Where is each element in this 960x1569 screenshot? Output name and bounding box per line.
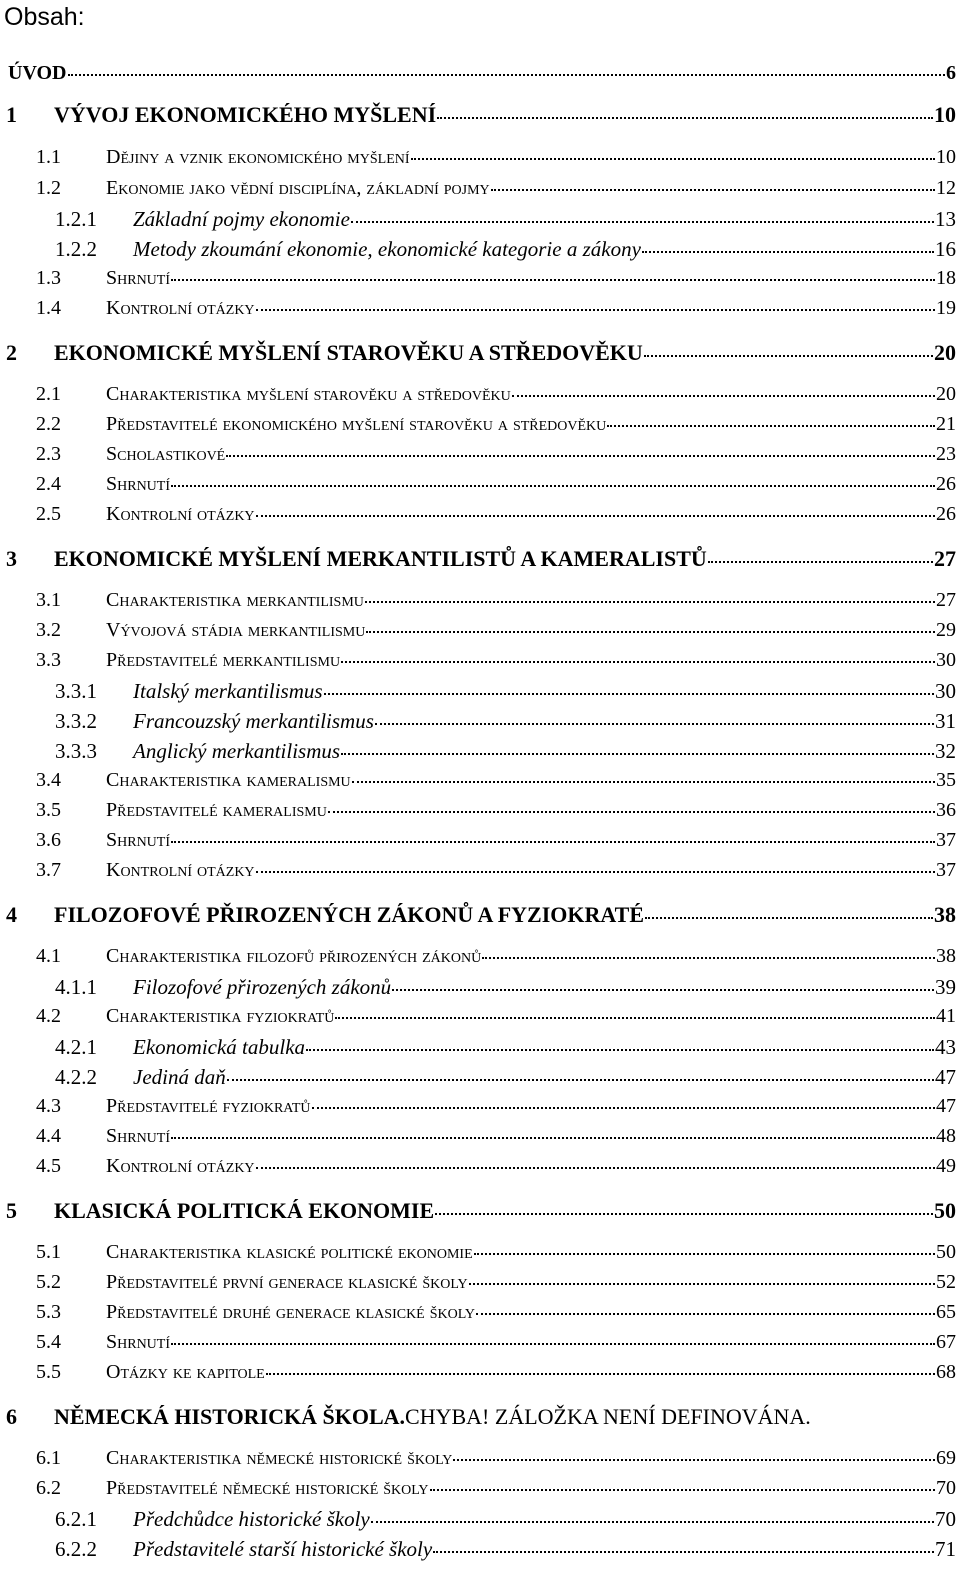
toc-entry-number: 1.2 (36, 177, 61, 199)
toc-entry-number: 4.2.1 (55, 1035, 97, 1059)
toc-entry-number: 2.2 (36, 413, 61, 435)
toc-entry-title: Shrnutí (106, 1331, 171, 1353)
toc-entry-number: 6 (6, 1404, 17, 1429)
dot-leader (352, 781, 935, 783)
toc-entry-number: 5.2 (36, 1271, 61, 1293)
toc-entry-page: 23 (936, 443, 956, 465)
toc-entry-title: Kontrolní otázky (106, 297, 255, 319)
toc-entry[interactable] (0, 975, 956, 1005)
toc-entry-page: 10 (936, 146, 956, 168)
toc-entry[interactable] (0, 1095, 956, 1125)
toc-entry-title: Jediná daň (133, 1065, 226, 1089)
toc-entry-title: KLASICKÁ POLITICKÁ EKONOMIE (54, 1198, 435, 1223)
toc-entry-title: Charakteristika fyziokratů (106, 1005, 335, 1027)
toc-entry-title: Představitelé ekonomického myšlení starověku a středověku (106, 413, 607, 435)
toc-entry-number: 2 (6, 340, 17, 365)
toc-entry-number: 1.2.2 (55, 237, 97, 261)
dot-leader (474, 1253, 935, 1255)
toc-entry-page: 37 (936, 859, 956, 881)
toc-entry-number: 5.5 (36, 1361, 61, 1383)
toc-entry-title: Představitelé druhé generace klasické školy (106, 1301, 475, 1323)
dot-leader (491, 189, 935, 191)
toc-title: Obsah: (4, 3, 85, 31)
toc-entry-number: 2.4 (36, 473, 61, 495)
toc-entry-number: 3 (6, 546, 17, 571)
toc-entry[interactable] (0, 146, 956, 176)
toc-entry[interactable] (0, 1271, 956, 1301)
toc-entry[interactable] (0, 799, 956, 829)
toc-entry-page: 32 (935, 739, 956, 763)
toc-entry-page: 70 (936, 1477, 956, 1499)
toc-entry-title: Představitelé starší historické školy (133, 1537, 433, 1561)
toc-entry-number: 4.2 (36, 1005, 61, 1027)
toc-entry-title: Představitelé německé historické školy (106, 1477, 429, 1499)
dot-leader (708, 561, 933, 563)
toc-entry[interactable] (0, 739, 956, 769)
toc-entry-title: Francouzský merkantilismus (133, 709, 374, 733)
toc-entry-title: Vývojová stádia merkantilismu (106, 619, 366, 641)
toc-entry-page: 21 (936, 413, 956, 435)
toc-entry-page: 38 (936, 945, 956, 967)
toc-entry-number: 3.3.3 (55, 739, 97, 763)
dot-leader (392, 989, 934, 991)
toc-entry-title: Charakteristika kameralismu (106, 769, 351, 791)
toc-entry[interactable] (0, 649, 956, 679)
toc-entry[interactable] (0, 619, 956, 649)
toc-entry-title: Ekonomická tabulka (133, 1035, 306, 1059)
toc-entry-title: Charakteristika myšlení starověku a středověku (106, 383, 511, 405)
toc-entry-page: 52 (936, 1271, 956, 1293)
toc-entry-page: 38 (934, 902, 956, 927)
dot-leader (437, 117, 933, 119)
toc-entry[interactable] (0, 1537, 956, 1567)
toc-entry-number: 3.2 (36, 619, 61, 641)
toc-entry-title: Ekonomie jako vědní disciplína, základní pojmy (106, 177, 490, 199)
toc-entry-page: 31 (935, 709, 956, 733)
toc-entry[interactable] (0, 902, 956, 932)
toc-entry[interactable] (0, 297, 956, 327)
dot-leader (312, 1107, 935, 1109)
toc-entry[interactable] (0, 473, 956, 503)
toc-entry-title: Scholastikové (106, 443, 226, 465)
toc-entry-page: 6 (946, 62, 956, 84)
dot-leader (411, 158, 935, 160)
toc-entry-title: VÝVOJ EKONOMICKÉHO MYŠLENÍ (54, 102, 437, 127)
toc-entry-number: 5 (6, 1198, 17, 1223)
toc-entry-title: Předchůdce historické školy (133, 1507, 370, 1531)
toc-entry[interactable] (0, 1125, 956, 1155)
toc-entry[interactable] (0, 267, 956, 297)
dot-leader (482, 957, 935, 959)
dot-leader (256, 515, 935, 517)
toc-entry-number: 3.5 (36, 799, 61, 821)
toc-entry-page: 41 (936, 1005, 956, 1027)
toc-entry-number: 6.1 (36, 1447, 61, 1469)
toc-entry[interactable] (0, 177, 956, 207)
dot-leader (266, 1373, 935, 1375)
toc-entry-page: 47 (936, 1095, 956, 1117)
dot-leader (306, 1049, 934, 1051)
toc-entry-title: FILOZOFOVÉ PŘIROZENÝCH ZÁKONŮ A FYZIOKRATÉ (54, 902, 644, 927)
toc-entry[interactable] (0, 859, 956, 889)
toc-entry[interactable] (0, 207, 956, 237)
dot-leader (68, 74, 946, 76)
dot-leader (171, 1137, 935, 1139)
toc-entry-page: 10 (934, 102, 956, 127)
dot-leader (328, 811, 935, 813)
dot-leader (435, 1213, 933, 1215)
toc-entry-error: CHYBA! ZÁLOŽKA NENÍ DEFINOVÁNA. (405, 1404, 811, 1429)
toc-entry-page: 70 (935, 1507, 956, 1531)
toc-entry[interactable] (0, 340, 956, 370)
toc-entry-title: Dějiny a vznik ekonomického myšlení (106, 146, 410, 168)
toc-entry-page: 30 (936, 649, 956, 671)
dot-leader (171, 841, 935, 843)
toc-entry[interactable] (0, 945, 956, 975)
toc-entry-number: 3.3.1 (55, 679, 97, 703)
toc-entry-title: Shrnutí (106, 473, 171, 495)
toc-entry-page: 65 (936, 1301, 956, 1323)
dot-leader (366, 631, 935, 633)
dot-leader (453, 1459, 935, 1461)
toc-entry-number: 4.3 (36, 1095, 61, 1117)
dot-leader (433, 1551, 934, 1553)
toc-entry-title: Představitelé fyziokratů (106, 1095, 311, 1117)
toc-entry-title: Kontrolní otázky (106, 859, 255, 881)
dot-leader (371, 1521, 934, 1523)
toc-entry-number: 4.2.2 (55, 1065, 97, 1089)
toc-entry-title: EKONOMICKÉ MYŠLENÍ MERKANTILISTŮ A KAMERALISTŮ (54, 546, 707, 571)
toc-entry-title: Metody zkoumání ekonomie, ekonomické kategorie a zákony (133, 237, 641, 261)
toc-entry-number: 6.2.1 (55, 1507, 97, 1531)
toc-entry-number: 5.4 (36, 1331, 61, 1353)
toc-entry-page: 47 (935, 1065, 956, 1089)
toc-entry-number: 3.6 (36, 829, 61, 851)
dot-leader (430, 1489, 935, 1491)
toc-entry[interactable] (0, 1065, 956, 1095)
toc-entry[interactable] (0, 1361, 956, 1391)
toc-entry[interactable] (0, 769, 956, 799)
toc-entry-number: 3.1 (36, 589, 61, 611)
dot-leader (341, 753, 934, 755)
toc-entry-number: 3.7 (36, 859, 61, 881)
toc-entry-title: EKONOMICKÉ MYŠLENÍ STAROVĚKU A STŘEDOVĚKU (54, 340, 643, 365)
toc-entry[interactable] (0, 503, 956, 533)
toc-entry-title: Představitelé první generace klasické školy (106, 1271, 468, 1293)
toc-entry-number: 4.1 (36, 945, 61, 967)
toc-entry[interactable] (0, 1241, 956, 1271)
toc-entry[interactable] (0, 1404, 956, 1434)
toc-entry[interactable] (0, 679, 956, 709)
dot-leader (512, 395, 935, 397)
toc-entry-number: 6.2 (36, 1477, 61, 1499)
dot-leader (171, 485, 935, 487)
toc-entry-page: 19 (936, 297, 956, 319)
toc-entry[interactable] (0, 1198, 956, 1228)
toc-entry-page: 48 (936, 1125, 956, 1147)
toc-entry-title: NĚMECKÁ HISTORICKÁ ŠKOLA. (54, 1404, 406, 1429)
toc-entry-page: 13 (935, 207, 956, 231)
toc-entry-page: 71 (935, 1537, 956, 1561)
toc-entry-number: 4.5 (36, 1155, 61, 1177)
dot-leader (341, 661, 935, 663)
toc-entry-title: Základní pojmy ekonomie (133, 207, 350, 231)
toc-entry-page: 37 (936, 829, 956, 851)
toc-entry-number: 1.1 (36, 146, 61, 168)
dot-leader (476, 1313, 935, 1315)
toc-entry-page: 67 (936, 1331, 956, 1353)
toc-entry[interactable] (0, 589, 956, 619)
toc-entry-page: 68 (936, 1361, 956, 1383)
toc-entry-title: Charakteristika německé historické školy (106, 1447, 453, 1469)
toc-entry[interactable] (0, 1005, 956, 1035)
dot-leader (256, 1167, 935, 1169)
toc-entry[interactable] (0, 383, 956, 413)
toc-entry-number: 6.2.2 (55, 1537, 97, 1561)
dot-leader (644, 355, 933, 357)
toc-entry[interactable] (0, 1301, 956, 1331)
dot-leader (171, 1343, 935, 1345)
toc-entry-page: 27 (934, 546, 956, 571)
toc-entry-number: 5.3 (36, 1301, 61, 1323)
toc-entry-number: 3.3 (36, 649, 61, 671)
toc-entry-page: 18 (936, 267, 956, 289)
dot-leader (256, 309, 935, 311)
toc-entry-page: 29 (936, 619, 956, 641)
toc-entry[interactable] (0, 1155, 956, 1185)
dot-leader (324, 693, 934, 695)
toc-entry-number: 2.3 (36, 443, 61, 465)
toc-entry-title: Shrnutí (106, 829, 171, 851)
toc-entry[interactable] (0, 443, 956, 473)
toc-entry-page: 39 (935, 975, 956, 999)
toc-entry-number: 4.1.1 (55, 975, 97, 999)
toc-entry[interactable] (0, 413, 956, 443)
toc-entry[interactable] (0, 102, 956, 132)
dot-leader (171, 279, 935, 281)
toc-entry-page: 35 (936, 769, 956, 791)
toc-entry-title: Anglický merkantilismus (133, 739, 341, 763)
toc-entry-page: 16 (935, 237, 956, 261)
toc-entry-title: ÚVOD (8, 62, 67, 84)
toc-entry-title: Představitelé kameralismu (106, 799, 327, 821)
toc-entry-number: 3.3.2 (55, 709, 97, 733)
dot-leader (642, 251, 934, 253)
toc-entry[interactable] (0, 709, 956, 739)
toc-entry[interactable] (0, 62, 956, 92)
dot-leader (469, 1283, 935, 1285)
toc-entry-page: 50 (936, 1241, 956, 1263)
toc-entry-page: 26 (936, 473, 956, 495)
toc-entry-title: Kontrolní otázky (106, 1155, 255, 1177)
toc-entry-number: 2.5 (36, 503, 61, 525)
toc-entry[interactable] (0, 1507, 956, 1537)
dot-leader (375, 723, 934, 725)
toc-entry-page: 30 (935, 679, 956, 703)
dot-leader (256, 871, 935, 873)
toc-entry-page: 26 (936, 503, 956, 525)
toc-entry-page: 36 (936, 799, 956, 821)
toc-entry-title: Charakteristika klasické politické ekonomie (106, 1241, 473, 1263)
toc-entry-number: 1.4 (36, 297, 61, 319)
dot-leader (351, 221, 934, 223)
toc-entry[interactable] (0, 1035, 956, 1065)
toc-entry-title: Shrnutí (106, 267, 171, 289)
toc-entry-title: Italský merkantilismus (133, 679, 323, 703)
toc-entry-page: 27 (936, 589, 956, 611)
toc-entry-page: 43 (935, 1035, 956, 1059)
toc-entry[interactable] (0, 546, 956, 576)
toc-entry-title: Shrnutí (106, 1125, 171, 1147)
toc-entry-title: Charakteristika filozofů přirozených zákonů (106, 945, 482, 967)
dot-leader (226, 455, 935, 457)
dot-leader (365, 601, 935, 603)
dot-leader (645, 917, 933, 919)
toc-entry-number: 1.2.1 (55, 207, 97, 231)
toc-entry-number: 1 (6, 102, 17, 127)
toc-entry-page: 20 (936, 383, 956, 405)
toc-entry-page: 20 (934, 340, 956, 365)
toc-entry-number: 1.3 (36, 267, 61, 289)
toc-entry-page: 12 (936, 177, 956, 199)
toc-entry[interactable] (0, 1447, 956, 1477)
toc-entry-number: 5.1 (36, 1241, 61, 1263)
dot-leader (227, 1079, 934, 1081)
toc-entry[interactable] (0, 829, 956, 859)
toc-entry-title: Otázky ke kapitole (106, 1361, 265, 1383)
toc-entry-title: Filozofové přirozených zákonů (133, 975, 392, 999)
dot-leader (607, 425, 935, 427)
toc-entry[interactable] (0, 1331, 956, 1361)
toc-entry-number: 2.1 (36, 383, 61, 405)
toc-entry-page: 50 (934, 1198, 956, 1223)
toc-entry-title: Charakteristika merkantilismu (106, 589, 364, 611)
toc-entry[interactable] (0, 237, 956, 267)
toc-entry-title: Představitelé merkantilismu (106, 649, 341, 671)
toc-entry-title: Kontrolní otázky (106, 503, 255, 525)
dot-leader (335, 1017, 935, 1019)
toc-entry-page: 49 (936, 1155, 956, 1177)
toc-entry-page: 69 (936, 1447, 956, 1469)
toc-entry-number: 4 (6, 902, 17, 927)
toc-entry-number: 4.4 (36, 1125, 61, 1147)
toc-entry[interactable] (0, 1477, 956, 1507)
toc-entry-number: 3.4 (36, 769, 61, 791)
